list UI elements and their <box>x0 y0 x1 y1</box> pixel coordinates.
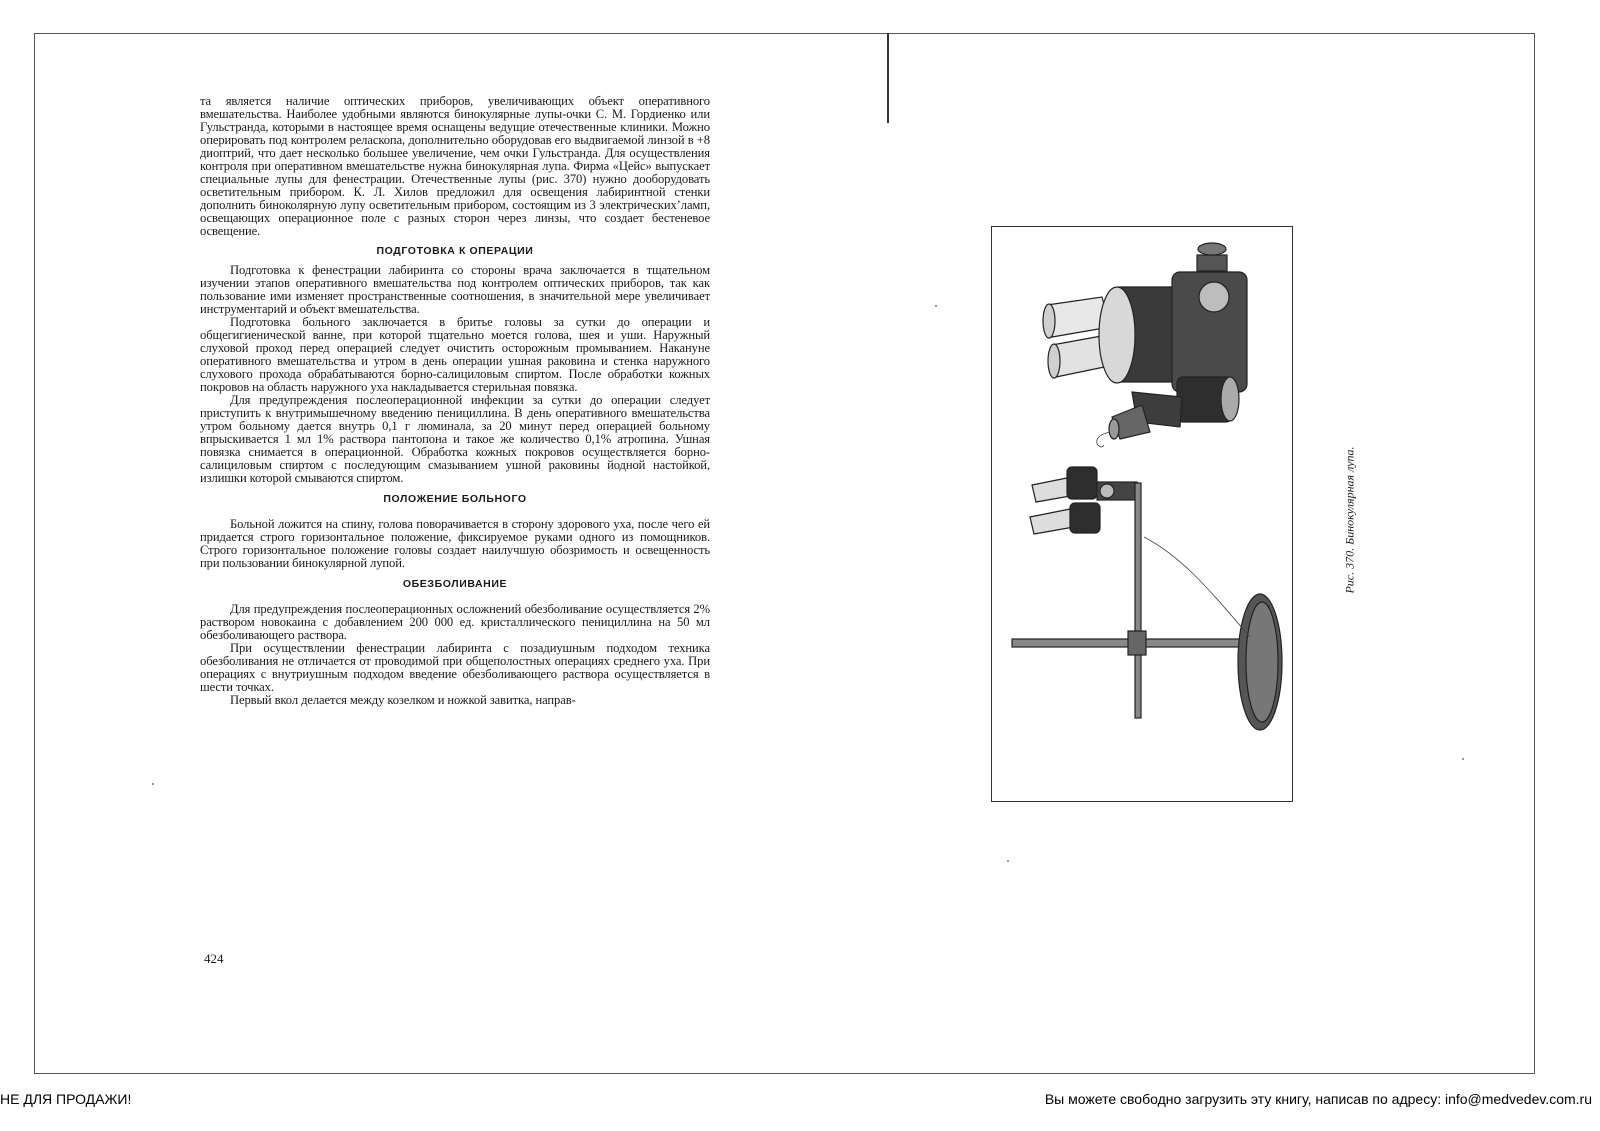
scan-speck <box>1007 860 1009 862</box>
section-heading-anesthesia: ОБЕЗБОЛИВАНИЕ <box>402 578 508 590</box>
page-number: 424 <box>204 951 224 966</box>
section-heading-position: ПОЛОЖЕНИЕ БОЛЬНОГО <box>383 493 527 505</box>
paragraph: Больной ложится на спину, голова поворачивается в сторону здорового уха, после чего ей придается строго горизонтальное положение, фиксируемое руками одного из помощников. Строго горизонтальное положение головы создает наилучшую обозримость и освещенность при пользовании бинокулярной лупой. <box>200 517 710 570</box>
paragraph: Подготовка к фенестрации лабиринта со стороны врача заключается в тщательном изучении этапов оперативного вмешательства под контролем оптических приборов, так как пользование ими изменяет пространственные соотношения, в значительной мере увеличивает инструментарий и объект вмешательства. <box>200 263 710 316</box>
scan-speck <box>935 305 937 307</box>
footer-notice: НЕ ДЛЯ ПРОДАЖИ! <box>0 1091 132 1107</box>
paragraph: Первый вкол делается между козелком и ножкой завитка, направ- <box>230 693 576 707</box>
left-page-text <box>200 95 710 707</box>
book-spine <box>887 33 889 123</box>
paragraph: При осуществлении фенестрации лабиринта с позадиушным подходом техника обезболивания не отличается от проводимой при общеполостных операциях среднего уха. При операциях с внутриушным подходом введение обезболивающего раствора осуществляется в шести точках. <box>200 641 710 694</box>
scan-speck <box>152 783 154 785</box>
figure-binocular-loupe <box>991 226 1293 802</box>
footer-download-info: Вы можете свободно загрузить эту книгу, написав по адресу: info@medvedev.com.ru <box>1044 1091 1592 1107</box>
paragraph: Для предупреждения послеоперационных осложнений обезболивание осуществляется 2% раствором новокаина с добавлением 200 000 ед. кристаллического пенициллина на 50 мл обезболивающего раствора. <box>200 602 710 642</box>
intro-paragraph: та является наличие оптических приборов, увеличивающих объект оперативного вмешательства. Наиболее удобными являются бинокулярные лупы-очки С. М. Гордиенко или Гульстранда, которыми в настоящее время оснащены ведущие отечественные клиники. Можно оперировать под контролем реласкопа, дополнительно оборудовав его выдвигаемой линзой в +8 диоптрий, что дает несколько большее увеличение, чем очки Гульстранда. Для осуществления контроля при оперативном вмешательстве нужна бинокулярная лупа. Фирма «Цейс» выпускает специальные лупы для фенестрации. Отечественные лупы (рис. 370) нужно дооборудовать осветительным прибором. К. Л. Хилов предложил для освещения лабиринтной стенки дополнить биноколярную лупу осветительным прибором, состоящим из 3 электрических’ламп, освещающих операционное поле с разных сторон через линзы, что создает бестеневое освещение. <box>200 94 710 238</box>
figure-caption: Рис. 370. Бинокулярная лупа. <box>1342 446 1357 594</box>
section-heading-preparation: ПОДГОТОВКА К ОПЕРАЦИИ <box>376 245 534 257</box>
paragraph: Подготовка больного заключается в бритье головы за сутки до операции и общегигиенической ванне, при которой тщательно моется голова, шея и уши. Наружный слуховой проход перед операцией следует очистить осторожным промыванием. Накануне оперативного вмешательства и утром в день операции ушная раковина и стенка наружного слухового прохода обрабатываются борно-салициловым спиртом. После обработки кожных покровов на область наружного уха накладывается стерильная повязка. <box>200 315 710 394</box>
binocular-loupe-icon <box>992 227 1292 801</box>
scan-speck <box>1462 758 1464 760</box>
paragraph: Для предупреждения послеоперационной инфекции за сутки до операции следует приступить к внутримышечному введению пенициллина. В день оперативного вмешательства утром больному дается внутрь 0,1 г люминала, за 20 минут перед операцией больному впрыскивается 1 мл 1% раствора пантопона и такое же количество 0,1% атропина. Ушная повязка снимается в операционной. Обработка кожных покровов осуществляется борно-салициловым спиртом с последующим смазыванием ушной раковины йодной настойкой, излишки которой смываются спиртом. <box>200 393 710 485</box>
